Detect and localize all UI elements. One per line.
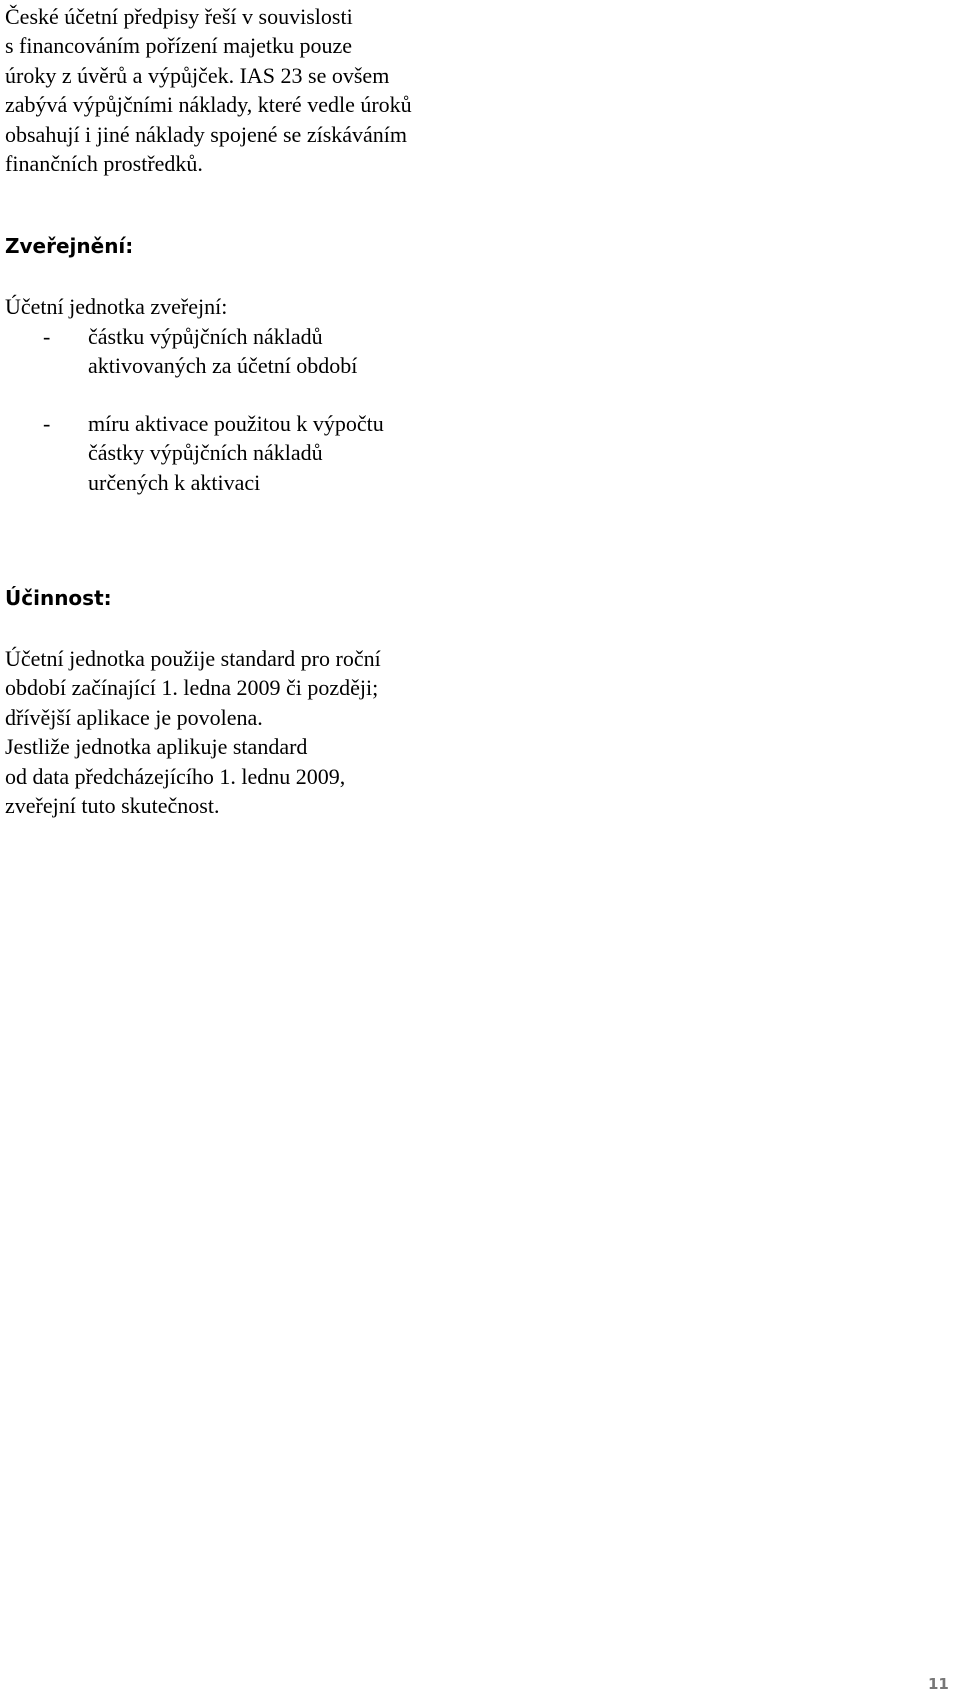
- page-number: 11: [928, 1675, 949, 1693]
- intro-line: zabývá výpůjčními náklady, které vedle úroků: [5, 92, 412, 118]
- disclosure-list-item: [5, 409, 945, 497]
- list-item-line: určených k aktivaci: [88, 469, 261, 495]
- list-dash: -: [43, 324, 51, 349]
- effectiveness-line: zveřejní tuto skutečnost.: [5, 793, 220, 819]
- intro-line: finančních prostředků.: [5, 151, 203, 177]
- intro-line: s financováním pořízení majetku pouze: [5, 33, 352, 59]
- list-dash: -: [43, 411, 51, 436]
- list-item-line: míru aktivace použitou k výpočtu: [88, 411, 384, 436]
- effectiveness-line: od data předcházejícího 1. lednu 2009,: [5, 763, 346, 789]
- disclosure-list-item: [5, 322, 945, 381]
- intro-line: České účetní předpisy řeší v souvislosti: [5, 4, 353, 29]
- disclosure-heading: Zveřejnění:: [5, 234, 134, 258]
- intro-paragraph: [5, 2, 412, 178]
- list-item-line: částku výpůjčních nákladů: [88, 324, 323, 349]
- list-item-line: částky výpůjčních nákladů: [88, 440, 323, 466]
- effectiveness-paragraph: [5, 644, 381, 820]
- disclosure-lead: Účetní jednotka zveřejní:: [5, 294, 228, 319]
- effectiveness-line: období začínající 1. ledna 2009 či později;: [5, 675, 379, 701]
- list-item-line: aktivovaných za účetní období: [88, 353, 358, 379]
- intro-line: úroky z úvěrů a výpůjček. IAS 23 se ovšem: [5, 62, 390, 88]
- effectiveness-heading: Účinnost:: [5, 586, 112, 610]
- effectiveness-line: Jestliže jednotka aplikuje standard: [5, 734, 308, 760]
- effectiveness-line: Účetní jednotka použije standard pro roční: [5, 646, 381, 671]
- intro-line: obsahují i jiné náklady spojené se získáváním: [5, 121, 408, 147]
- effectiveness-line: dřívější aplikace je povolena.: [5, 704, 263, 730]
